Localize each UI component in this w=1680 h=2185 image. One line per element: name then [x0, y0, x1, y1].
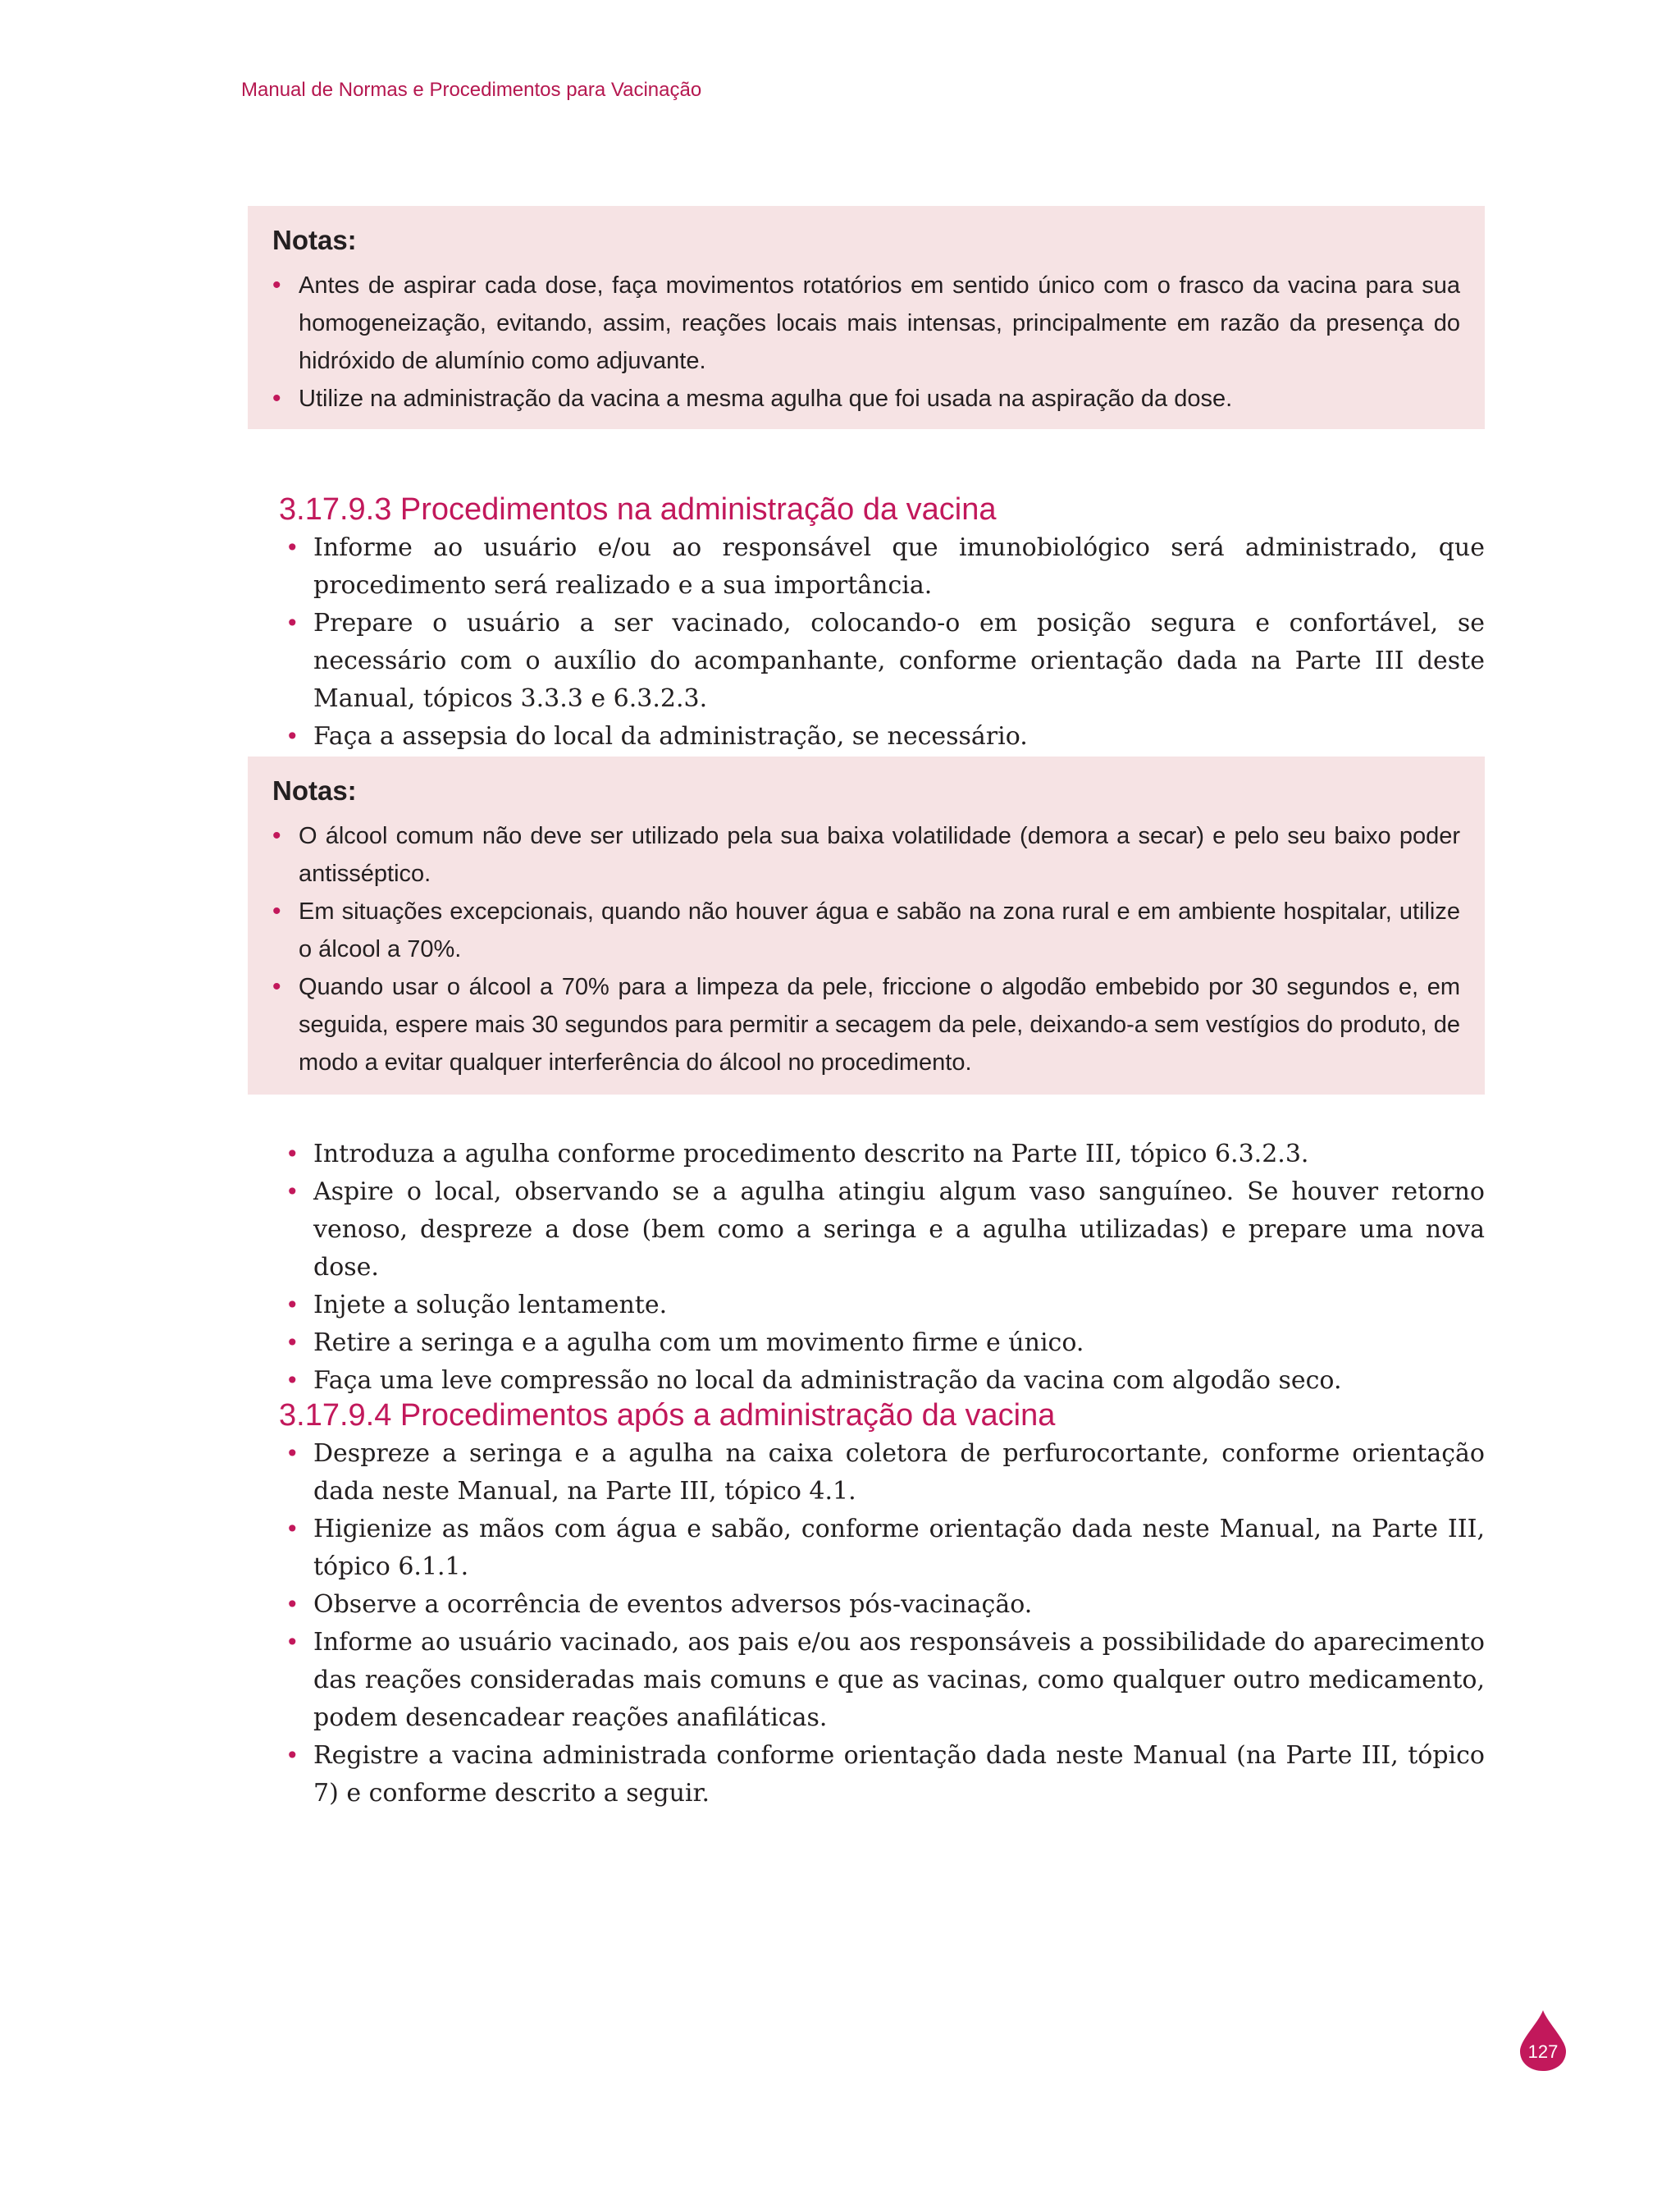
list-item: [279, 1586, 1485, 1624]
item-text: Higienize as mãos com água e sabão, conforme orientação dada neste Manual, na Parte III, tópico 6.1.1.: [313, 1515, 1485, 1581]
list-item: [279, 1287, 1485, 1324]
list-item: [272, 968, 1460, 1081]
drop-icon: [1518, 2009, 1568, 2073]
list-item: [279, 1324, 1485, 1362]
list-item: [279, 1136, 1485, 1173]
notes-list: [272, 817, 1460, 1081]
list-item: [272, 267, 1460, 380]
bullet-icon: •: [272, 822, 281, 849]
list-item: [279, 605, 1485, 718]
list-item: [279, 529, 1485, 605]
note-text: Quando usar o álcool a 70% para a limpeza da pele, friccione o algodão embebido por 30 segundos e, em seguida, espere mais 30 segundos para permitir a secagem da pele, deixando-a sem vestígios do produto, de modo a evitar qualquer interferência do álcool no procedimento.: [299, 974, 1460, 1076]
item-text: Injete a solução lentamente.: [313, 1291, 668, 1319]
item-text: Despreze a seringa e a agulha na caixa coletora de perfurocortante, conforme orientação dada neste Manual, na Parte III, tópico 4.1.: [313, 1439, 1485, 1506]
notes-box-1: [248, 206, 1485, 429]
note-text: Antes de aspirar cada dose, faça movimentos rotatórios em sentido único com o frasco da vacina para sua homogeneização, evitando, assim, reações locais mais intensas, principalmente em razão da presença do hidróxido de alumínio como adjuvante.: [299, 272, 1460, 374]
bullet-icon: •: [285, 1742, 299, 1769]
bullet-icon: •: [285, 1291, 299, 1319]
notes-list: [272, 267, 1460, 418]
item-text: Registre a vacina administrada conforme orientação dada neste Manual (na Parte III, tópico 7) e conforme descrito a seguir.: [313, 1741, 1485, 1808]
list-item: [279, 1511, 1485, 1586]
item-text: Observe a ocorrência de eventos adversos pós-vacinação.: [313, 1590, 1033, 1619]
bullet-icon: •: [285, 723, 299, 750]
procedure-list-continued: [279, 1136, 1485, 1400]
page-number: 127: [1527, 2041, 1559, 2062]
bullet-icon: •: [285, 534, 299, 561]
item-text: Informe ao usuário vacinado, aos pais e/ou aos responsáveis a possibilidade do aparecimento das reações consideradas mais comuns e que as vacinas, como qualquer outro medicamento, podem desencadear reações anafiláticas.: [313, 1628, 1485, 1732]
item-text: Faça uma leve compressão no local da administração da vacina com algodão seco.: [313, 1366, 1342, 1395]
page-number-badge: [1518, 2009, 1568, 2073]
bullet-icon: •: [285, 1140, 299, 1168]
notes-box-2: [248, 757, 1485, 1095]
list-item: [272, 817, 1460, 893]
section-title: 3.17.9.4 Procedimentos após a administração da vacina: [279, 1398, 1056, 1433]
bullet-icon: •: [272, 973, 281, 1000]
item-text: Introduza a agulha conforme procedimento descrito na Parte III, tópico 6.3.2.3.: [313, 1140, 1309, 1168]
bullet-icon: •: [285, 610, 299, 637]
bullet-icon: •: [272, 898, 281, 925]
note-text: Utilize na administração da vacina a mesma agulha que foi usada na aspiração da dose.: [299, 386, 1233, 412]
note-text: Em situações excepcionais, quando não houver água e sabão na zona rural e em ambiente hospitalar, utilize o álcool a 70%.: [299, 898, 1460, 962]
list-item: [279, 1624, 1485, 1737]
list-item: [272, 893, 1460, 968]
item-text: Faça a assepsia do local da administração, se necessário.: [313, 722, 1028, 751]
bullet-icon: •: [272, 385, 281, 412]
procedure-list: [279, 529, 1485, 756]
notes-title: Notas:: [272, 775, 357, 806]
item-text: Aspire o local, observando se a agulha atingiu algum vaso sanguíneo. Se houver retorno venoso, despreze a dose (bem como a seringa e a agulha utilizadas) e prepare uma nova dose.: [313, 1177, 1485, 1282]
procedure-list: [279, 1136, 1485, 1400]
bullet-icon: •: [285, 1178, 299, 1205]
bullet-icon: •: [285, 1515, 299, 1543]
section-after-administration: [279, 1396, 1485, 1812]
list-item: [279, 1362, 1485, 1400]
procedure-list: [279, 1435, 1485, 1812]
section-administration: [279, 490, 1485, 756]
note-text: O álcool comum não deve ser utilizado pela sua baixa volatilidade (demora a secar) e pelo seu baixo poder antisséptico.: [299, 823, 1460, 887]
bullet-icon: •: [285, 1591, 299, 1618]
running-header: Manual de Normas e Procedimentos para Vacinação: [241, 79, 702, 101]
bullet-icon: •: [285, 1329, 299, 1356]
bullet-icon: •: [285, 1629, 299, 1656]
bullet-icon: •: [285, 1440, 299, 1467]
list-item: [279, 1435, 1485, 1511]
item-text: Prepare o usuário a ser vacinado, colocando-o em posição segura e confortável, se necessário com o auxílio do acompanhante, conforme orientação dada na Parte III deste Manual, tópicos 3.3.3 e 6.3.2.3.: [313, 609, 1485, 713]
list-item: [272, 380, 1460, 418]
bullet-icon: •: [272, 272, 281, 299]
notes-title: Notas:: [272, 225, 357, 255]
item-text: Informe ao usuário e/ou ao responsável que imunobiológico será administrado, que procedimento será realizado e a sua importância.: [313, 533, 1485, 600]
list-item: [279, 718, 1485, 756]
list-item: [279, 1737, 1485, 1812]
bullet-icon: •: [285, 1367, 299, 1394]
section-title: 3.17.9.3 Procedimentos na administração da vacina: [279, 492, 997, 527]
item-text: Retire a seringa e a agulha com um movimento firme e único.: [313, 1328, 1084, 1357]
list-item: [279, 1173, 1485, 1287]
